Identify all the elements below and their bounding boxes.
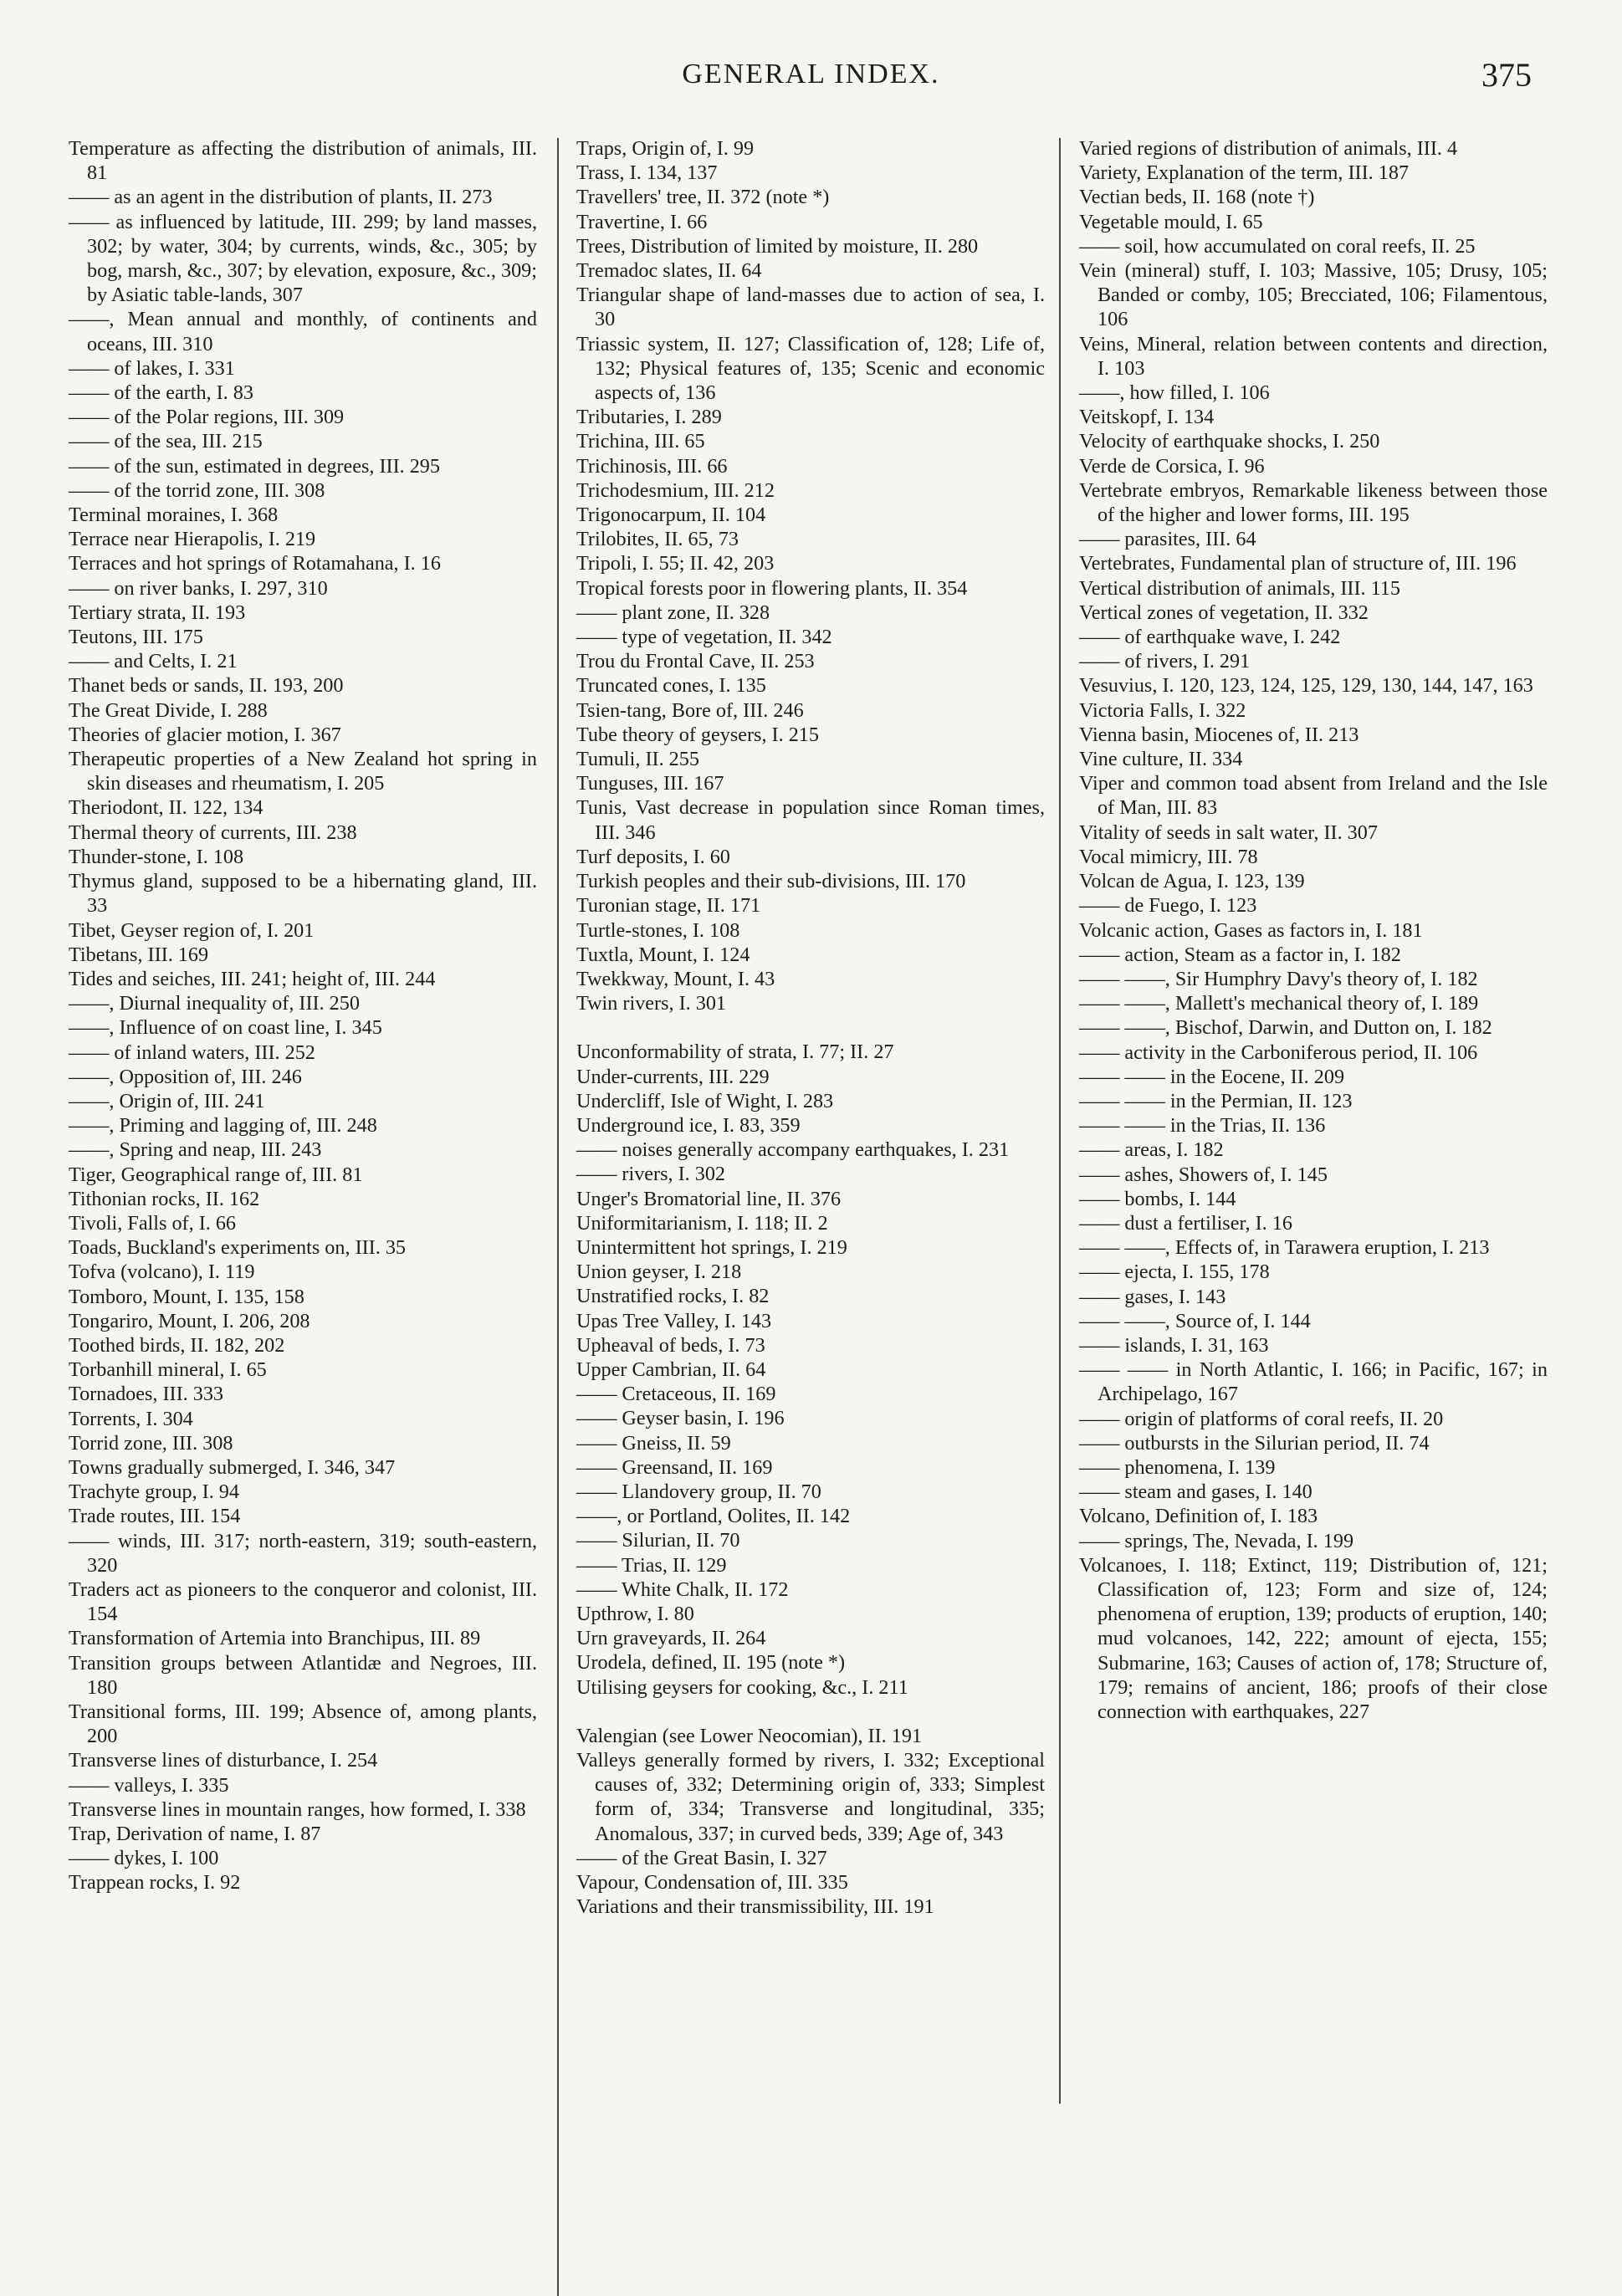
running-title: GENERAL INDEX. [682, 59, 940, 89]
index-entry: ——, Mean annual and monthly, of continents and oceans, III. 310 [69, 308, 537, 355]
index-entry: Volcano, Definition of, I. 183 [1079, 1505, 1318, 1528]
index-entry: —— as an agent in the distribution of plants, II. 273 [69, 186, 493, 209]
index-entry: Tiger, Geographical range of, III. 81 [69, 1163, 363, 1186]
index-entry: Thymus gland, supposed to be a hibernating gland, III. 33 [69, 870, 537, 918]
index-entry: Triassic system, II. 127; Classification of, 128; Life of, 132; Physical features of, 135; Scenic and economic aspects of, 136 [576, 332, 1045, 405]
index-entry: Viper and common toad absent from Ireland and the Isle of Man, III. 83 [1079, 772, 1548, 820]
index-entry: —— —— in the Trias, II. 136 [1079, 1114, 1326, 1138]
index-entry: —— springs, The, Nevada, I. 199 [1079, 1529, 1354, 1552]
index-entry: —— de Fuego, I. 123 [1079, 894, 1257, 918]
column-divider [1059, 138, 1061, 2104]
index-entry: —— Llandovery group, II. 70 [576, 1480, 821, 1503]
index-entry: Valleys generally formed by rivers, I. 332; Exceptional causes of, 332; Determining origin of, 333; Simplest form of, 334; Transverse and longitudinal, 335; Anomalous, 337; in curved beds, 339; Age of, 343 [576, 1749, 1045, 1845]
index-entry: Torbanhill mineral, I. 65 [69, 1358, 267, 1382]
index-entry: Terminal moraines, I. 368 [69, 504, 279, 527]
index-entry: Unconformability of strata, I. 77; II. 27 [576, 1041, 894, 1064]
index-entry: —— bombs, I. 144 [1079, 1187, 1236, 1210]
index-entry: Tornadoes, III. 333 [69, 1383, 224, 1406]
index-entry: Truncated cones, I. 135 [576, 674, 766, 698]
index-entry: Tumuli, II. 255 [576, 748, 699, 771]
index-entry: Vein (mineral) stuff, I. 103; Massive, 105; Drusy, 105; Banded or comby, 105; Brecciated, 106; Filamentous, 106 [1079, 259, 1548, 331]
index-entry: ——, how filled, I. 106 [1079, 381, 1270, 405]
index-entry: Verde de Corsica, I. 96 [1079, 454, 1265, 478]
index-entry: Trap, Derivation of name, I. 87 [69, 1823, 321, 1846]
index-entry: Terraces and hot springs of Rotamahana, I. 16 [69, 552, 441, 575]
index-entry: Tertiary strata, II. 193 [69, 601, 246, 624]
index-entry: Trappean rocks, I. 92 [69, 1871, 241, 1895]
index-entry: —— outbursts in the Silurian period, II. 74 [1079, 1431, 1430, 1455]
index-entry: Tropical forests poor in flowering plants, II. 354 [576, 576, 968, 600]
index-entry: Towns gradually submerged, I. 346, 347 [69, 1455, 396, 1479]
index-entry: —— —— in North Atlantic, I. 166; in Pacific, 167; in Archipelago, 167 [1079, 1358, 1548, 1406]
index-entry: Vegetable mould, I. 65 [1079, 210, 1263, 233]
column-divider [557, 138, 559, 2296]
index-entry: —— of earthquake wave, I. 242 [1079, 626, 1341, 649]
index-entry: Travertine, I. 66 [576, 210, 708, 233]
index-entry: Vine culture, II. 334 [1079, 748, 1243, 771]
index-entry: Twekkway, Mount, I. 43 [576, 967, 775, 990]
index-entry: Uniformitarianism, I. 118; II. 2 [576, 1211, 828, 1235]
index-entry: —— of the sun, estimated in degrees, III. 295 [69, 454, 440, 478]
index-entry: —— steam and gases, I. 140 [1079, 1480, 1312, 1504]
index-entry: ——, Priming and lagging of, III. 248 [69, 1114, 377, 1138]
index-entry: —— Cretaceous, II. 169 [576, 1383, 776, 1406]
index-entry: Unintermittent hot springs, I. 219 [576, 1235, 847, 1259]
section-gap [576, 1015, 1045, 1040]
index-entry: —— of the earth, I. 83 [69, 381, 253, 405]
index-entry: Transitional forms, III. 199; Absence of, among plants, 200 [69, 1700, 537, 1748]
index-entry: —— as influenced by latitude, III. 299; by land masses, 302; by water, 304; by currents, winds, &c., 305; by bog, marsh, &c., 307; by elevation, exposure, &c., 309; by Asiatic table-lands, 307 [69, 210, 537, 307]
index-entry: —— Trias, II. 129 [576, 1553, 727, 1577]
index-entry: Trachyte group, I. 94 [69, 1480, 239, 1504]
index-entry: Vectian beds, II. 168 (note †) [1079, 186, 1315, 209]
index-entry: —— islands, I. 31, 163 [1079, 1333, 1269, 1357]
index-entry: —— gases, I. 143 [1079, 1285, 1226, 1308]
index-entry: —— of the Polar regions, III. 309 [69, 406, 345, 429]
index-entry: Trilobites, II. 65, 73 [576, 528, 739, 551]
index-entry: Tunguses, III. 167 [576, 772, 724, 795]
index-entry: Upas Tree Valley, I. 143 [576, 1309, 772, 1332]
index-entry: —— of rivers, I. 291 [1079, 650, 1251, 673]
index-entry: —— of lakes, I. 331 [69, 356, 235, 380]
index-entry: Union geyser, I. 218 [576, 1260, 742, 1284]
index-entry: Trichodesmium, III. 212 [576, 478, 775, 502]
index-entry: Tsien-tang, Bore of, III. 246 [576, 698, 804, 722]
index-entry: —— Silurian, II. 70 [576, 1529, 740, 1552]
index-entry: Tremadoc slates, II. 64 [576, 259, 762, 283]
index-entry: ——, or Portland, Oolites, II. 142 [576, 1505, 851, 1528]
index-entry: Tibetans, III. 169 [69, 943, 209, 966]
index-entry: —— Geyser basin, I. 196 [576, 1407, 785, 1430]
index-entry: —— noises generally accompany earthquakes, I. 231 [576, 1138, 1010, 1162]
index-entry: Thunder-stone, I. 108 [69, 845, 244, 868]
index-entry: Vertical distribution of animals, III. 115 [1079, 576, 1400, 600]
index-entry: Under-currents, III. 229 [576, 1065, 770, 1088]
index-entry: —— —— in the Eocene, II. 209 [1079, 1065, 1345, 1088]
index-entry: —— origin of platforms of coral reefs, II. 20 [1079, 1407, 1444, 1430]
index-entry: Traders act as pioneers to the conqueror and colonist, III. 154 [69, 1578, 537, 1626]
index-entry: Volcanoes, I. 118; Extinct, 119; Distribution of, 121; Classification of, 123; Form and size of, 124; phenomena of eruption, 139; products of eruption, 140; mud volcanoes, 142, 222; amount of ejecta, 155; Submarine, 163; Causes of action of, 178; Structure of, 179; remains of ancient, 186; proofs of their close connection with earthquakes, 227 [1079, 1553, 1548, 1723]
index-entry: —— parasites, III. 64 [1079, 528, 1256, 551]
index-entry: Upheaval of beds, I. 73 [576, 1333, 765, 1357]
index-entry: —— and Celts, I. 21 [69, 650, 238, 673]
index-entry: Torrid zone, III. 308 [69, 1431, 233, 1455]
index-entry: ——, Origin of, III. 241 [69, 1089, 265, 1112]
index-entry: Turtle-stones, I. 108 [576, 918, 740, 942]
index-entry: —— activity in the Carboniferous period, II. 106 [1079, 1041, 1478, 1064]
index-entry: Traps, Origin of, I. 99 [576, 137, 755, 160]
index-entry: Thanet beds or sands, II. 193, 200 [69, 674, 344, 698]
index-entry: Tuxtla, Mount, I. 124 [576, 943, 750, 966]
index-entry: Tongariro, Mount, I. 206, 208 [69, 1309, 310, 1332]
index-entry: Variety, Explanation of the term, III. 187 [1079, 161, 1410, 185]
index-entry: Toothed birds, II. 182, 202 [69, 1333, 285, 1357]
index-entry: Terrace near Hierapolis, I. 219 [69, 528, 316, 551]
index-entry: —— plant zone, II. 328 [576, 601, 770, 624]
index-entry: Theriodont, II. 122, 134 [69, 796, 264, 820]
index-entry: —— of inland waters, III. 252 [69, 1041, 315, 1064]
index-entry: Torrents, I. 304 [69, 1407, 193, 1430]
index-entry: Tunis, Vast decrease in population since Roman times, III. 346 [576, 796, 1045, 844]
index-entry: —— ——, Sir Humphry Davy's theory of, I. 182 [1079, 967, 1478, 990]
index-entry: —— White Chalk, II. 172 [576, 1578, 789, 1601]
index-entry: —— ——, Bischof, Darwin, and Dutton on, I. 182 [1079, 1016, 1492, 1040]
page-number: 375 [1481, 56, 1532, 94]
index-entry: Teutons, III. 175 [69, 626, 203, 649]
index-entry: Turkish peoples and their sub-divisions, III. 170 [576, 870, 966, 893]
index-entry: Vocal mimicry, III. 78 [1079, 845, 1258, 868]
index-entry: Trichina, III. 65 [576, 430, 705, 453]
index-entry: Tofva (volcano), I. 119 [69, 1260, 255, 1284]
index-entry: Tibet, Geyser region of, I. 201 [69, 918, 315, 942]
index-entry: Unstratified rocks, I. 82 [576, 1285, 770, 1308]
index-entry: —— of the Great Basin, I. 327 [576, 1846, 827, 1869]
index-entry: —— phenomena, I. 139 [1079, 1455, 1276, 1479]
index-entry: Urodela, defined, II. 195 (note *) [576, 1651, 846, 1675]
index-entry: Transverse lines in mountain ranges, how formed, I. 338 [69, 1797, 526, 1821]
index-entry: Vertical zones of vegetation, II. 332 [1079, 601, 1369, 624]
index-entry: —— soil, how accumulated on coral reefs, II. 25 [1079, 234, 1476, 258]
index-entry: Volcanic action, Gases as factors in, I. 181 [1079, 918, 1423, 942]
index-entry: Turonian stage, II. 171 [576, 894, 761, 918]
index-entry: Trichinosis, III. 66 [576, 454, 728, 478]
index-entry: Vertebrate embryos, Remarkable likeness between those of the higher and lower forms, III. 195 [1079, 478, 1548, 527]
index-entry: Vertebrates, Fundamental plan of structure of, III. 196 [1079, 552, 1517, 575]
index-entry: —— areas, I. 182 [1079, 1138, 1224, 1162]
index-column-3 [1079, 136, 1548, 1724]
index-entry: —— type of vegetation, II. 342 [576, 626, 832, 649]
index-entry: Upthrow, I. 80 [576, 1602, 694, 1625]
index-entry: —— dykes, I. 100 [69, 1847, 219, 1870]
index-entry: Veitskopf, I. 134 [1079, 406, 1215, 429]
index-entry: Twin rivers, I. 301 [576, 992, 727, 1015]
index-entry: Transformation of Artemia into Branchipus, III. 89 [69, 1627, 481, 1650]
index-entry: Turf deposits, I. 60 [576, 845, 730, 868]
index-entry: Temperature as affecting the distribution of animals, III. 81 [69, 137, 537, 185]
index-entry: Vesuvius, I. 120, 123, 124, 125, 129, 130, 144, 147, 163 [1079, 674, 1533, 698]
index-entry: Tributaries, I. 289 [576, 406, 722, 429]
index-entry: Trigonocarpum, II. 104 [576, 504, 766, 527]
index-entry: —— —— in the Permian, II. 123 [1079, 1089, 1353, 1112]
index-entry: Variations and their transmissibility, III. 191 [576, 1895, 934, 1919]
index-entry: —— dust a fertiliser, I. 16 [1079, 1211, 1292, 1235]
index-entry: —— on river banks, I. 297, 310 [69, 576, 328, 600]
page-header [0, 52, 1622, 102]
index-entry: Trade routes, III. 154 [69, 1505, 241, 1528]
index-entry: ——, Opposition of, III. 246 [69, 1065, 302, 1088]
index-entry: Transverse lines of disturbance, I. 254 [69, 1749, 378, 1772]
index-entry: ——, Diurnal inequality of, III. 250 [69, 992, 360, 1015]
index-entry: Trees, Distribution of limited by moisture, II. 280 [576, 234, 979, 258]
index-entry: —— Greensand, II. 169 [576, 1455, 773, 1479]
index-entry: Tivoli, Falls of, I. 66 [69, 1211, 237, 1235]
index-entry: Vienna basin, Miocenes of, II. 213 [1079, 723, 1359, 746]
index-entry: Therapeutic properties of a New Zealand hot spring in skin diseases and rheumatism, I. 205 [69, 748, 537, 795]
index-entry: —— valleys, I. 335 [69, 1773, 229, 1797]
index-entry: The Great Divide, I. 288 [69, 698, 268, 722]
index-entry: —— rivers, I. 302 [576, 1163, 726, 1186]
index-entry: Travellers' tree, II. 372 (note *) [576, 186, 830, 209]
index-entry: —— of the torrid zone, III. 308 [69, 478, 325, 502]
index-entry: Tomboro, Mount, I. 135, 158 [69, 1285, 304, 1308]
index-entry: Vapour, Condensation of, III. 335 [576, 1871, 848, 1895]
index-entry: Upper Cambrian, II. 64 [576, 1358, 766, 1381]
index-entry: —— winds, III. 317; north-eastern, 319; south-eastern, 320 [69, 1529, 537, 1577]
index-entry: Triangular shape of land-masses due to action of sea, I. 30 [576, 284, 1045, 331]
index-entry: Underground ice, I. 83, 359 [576, 1113, 801, 1137]
index-entry: Transition groups between Atlantidæ and Negroes, III. 180 [69, 1651, 537, 1699]
index-entry: Urn graveyards, II. 264 [576, 1627, 766, 1650]
index-entry: —— ——, Mallett's mechanical theory of, I. 189 [1079, 992, 1479, 1015]
index-entry: Tube theory of geysers, I. 215 [576, 723, 819, 746]
index-entry: —— ——, Effects of, in Tarawera eruption, I. 213 [1079, 1236, 1490, 1260]
index-entry: Theories of glacier motion, I. 367 [69, 723, 341, 746]
index-entry: Undercliff, Isle of Wight, I. 283 [576, 1089, 834, 1112]
index-entry: Tithonian rocks, II. 162 [69, 1187, 260, 1210]
index-entry: Valengian (see Lower Neocomian), II. 191 [576, 1724, 923, 1747]
index-column-1 [69, 136, 537, 1895]
index-entry: Trou du Frontal Cave, II. 253 [576, 650, 815, 673]
index-entry: Toads, Buckland's experiments on, III. 35 [69, 1236, 407, 1260]
index-entry: —— ——, Source of, I. 144 [1079, 1309, 1311, 1332]
index-entry: —— action, Steam as a factor in, I. 182 [1079, 943, 1401, 966]
index-entry: Thermal theory of currents, III. 238 [69, 821, 357, 844]
index-entry: Volcan de Agua, I. 123, 139 [1079, 870, 1305, 893]
index-entry: Velocity of earthquake shocks, I. 250 [1079, 430, 1380, 453]
index-entry: Trass, I. 134, 137 [576, 161, 718, 185]
index-entry: —— ashes, Showers of, I. 145 [1079, 1163, 1328, 1186]
index-entry: Tripoli, I. 55; II. 42, 203 [576, 552, 775, 575]
index-entry: ——, Spring and neap, III. 243 [69, 1138, 322, 1162]
section-gap [576, 1700, 1045, 1724]
index-entry: Veins, Mineral, relation between contents and direction, I. 103 [1079, 332, 1548, 380]
index-entry: Tides and seiches, III. 241; height of, III. 244 [69, 967, 436, 990]
index-entry: —— Gneiss, II. 59 [576, 1431, 731, 1455]
index-column-2 [576, 136, 1045, 1919]
index-entry: —— of the sea, III. 215 [69, 430, 263, 453]
index-entry: Unger's Bromatorial line, II. 376 [576, 1187, 842, 1210]
index-entry: Utilising geysers for cooking, &c., I. 211 [576, 1675, 908, 1699]
index-entry: —— ejecta, I. 155, 178 [1079, 1260, 1270, 1284]
index-entry: Varied regions of distribution of animals, III. 4 [1079, 137, 1458, 160]
index-entry: ——, Influence of on coast line, I. 345 [69, 1016, 382, 1040]
index-entry: Victoria Falls, I. 322 [1079, 698, 1246, 722]
index-entry: Vitality of seeds in salt water, II. 307 [1079, 821, 1378, 844]
